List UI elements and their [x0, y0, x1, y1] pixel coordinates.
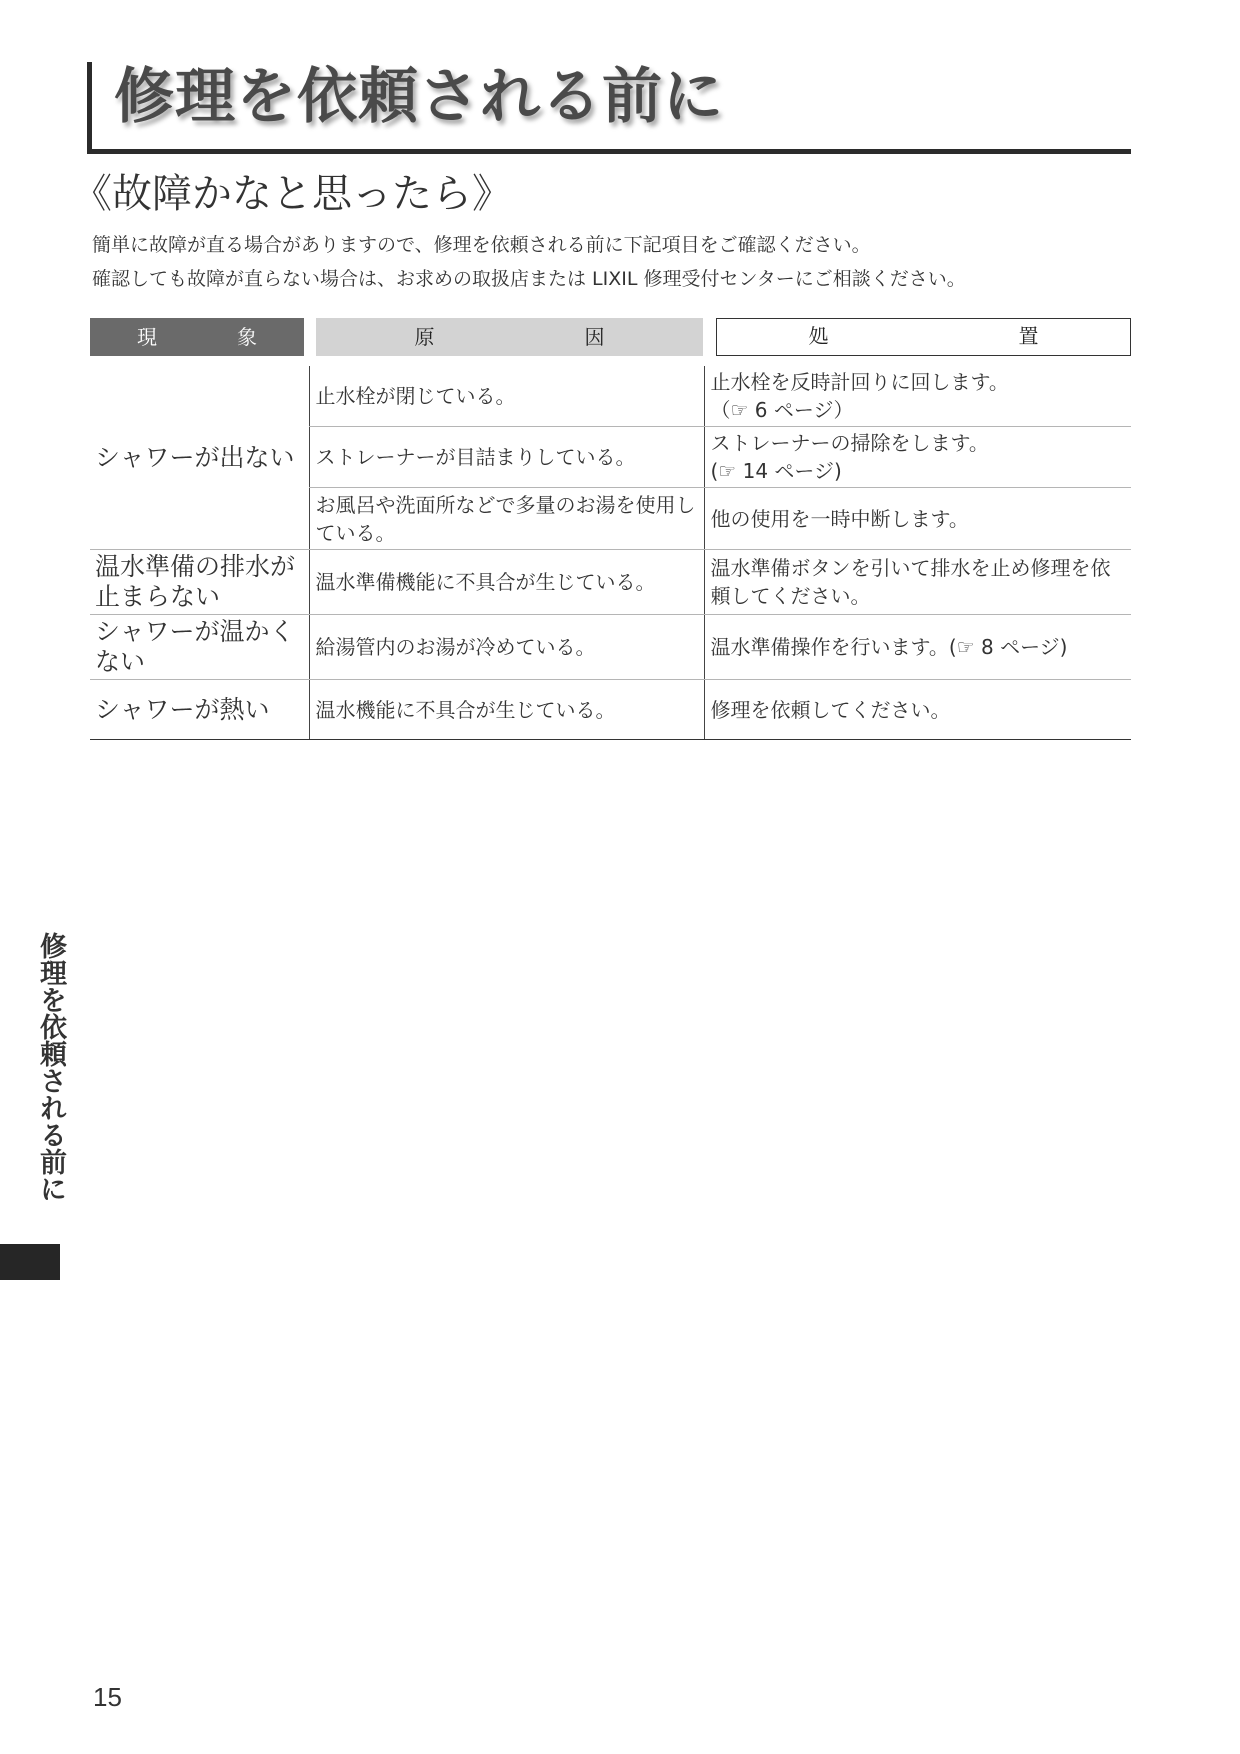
- cause-cell: 温水機能に不具合が生じている。: [309, 680, 704, 740]
- header-cause-char-1: 原: [414, 325, 435, 349]
- side-index-marker: [0, 1244, 60, 1280]
- remedy-cell: 温水準備ボタンを引いて排水を止め修理を依頼してください。: [704, 550, 1131, 615]
- header-symptom-char-2: 象: [237, 325, 257, 349]
- cause-cell: お風呂や洗面所などで多量のお湯を使用している。: [309, 488, 704, 550]
- remedy-cell: 温水準備操作を行います。(☞ 8 ページ): [704, 615, 1131, 680]
- remedy-cell: 他の使用を一時中断します。: [704, 488, 1131, 550]
- side-index-tab: 修理を依頼される前に: [35, 932, 66, 1202]
- remedy-cell: [704, 427, 1131, 488]
- remedy-cell: [704, 366, 1131, 427]
- remedy-text: ストレーナーの掃除をします。: [710, 431, 989, 455]
- remedy-cell: 修理を依頼してください。: [704, 680, 1131, 740]
- header-remedy-char-1: 処: [808, 324, 829, 348]
- symptom-cell: 温水準備の排水が止まらない: [90, 550, 309, 615]
- cause-cell: 給湯管内のお湯が冷めている。: [309, 615, 704, 680]
- header-cause-char-2: 因: [584, 325, 605, 349]
- table-row: [90, 615, 1131, 680]
- page-reference: (☞ 14 ページ): [710, 459, 842, 483]
- table-row: [90, 366, 1131, 427]
- header-symptom: [90, 318, 304, 356]
- section-subtitle: 《故障かなと思ったら》: [72, 171, 512, 217]
- troubleshooting-table: [90, 366, 1131, 740]
- page-reference: （☞ 6 ページ）: [710, 398, 854, 422]
- page-number: 15: [93, 1682, 122, 1712]
- intro-text: [92, 228, 1132, 296]
- header-remedy: [716, 318, 1131, 356]
- header-symptom-char-1: 現: [137, 325, 157, 349]
- intro-line-2: 確認しても故障が直らない場合は、お求めの取扱店または LIXIL 修理受付センターにご相談ください。: [92, 268, 966, 290]
- symptom-cell: シャワーが出ない: [90, 366, 309, 550]
- cause-cell: 止水栓が閉じている。: [309, 366, 704, 427]
- header-remedy-char-2: 置: [1018, 324, 1039, 348]
- remedy-text: 止水栓を反時計回りに回します。: [710, 370, 1009, 394]
- page-title: 修理を依頼される前に: [114, 62, 724, 132]
- main-title-frame: [87, 62, 1131, 154]
- table-row: [90, 550, 1131, 615]
- cause-cell: ストレーナーが目詰まりしている。: [309, 427, 704, 488]
- symptom-cell: シャワーが温かくない: [90, 615, 309, 680]
- table-row: [90, 680, 1131, 740]
- intro-line-1: 簡単に故障が直る場合がありますので、修理を依頼される前に下記項目をご確認ください。: [92, 234, 871, 256]
- header-cause: [316, 318, 703, 356]
- cause-cell: 温水準備機能に不具合が生じている。: [309, 550, 704, 615]
- symptom-cell: シャワーが熱い: [90, 680, 309, 740]
